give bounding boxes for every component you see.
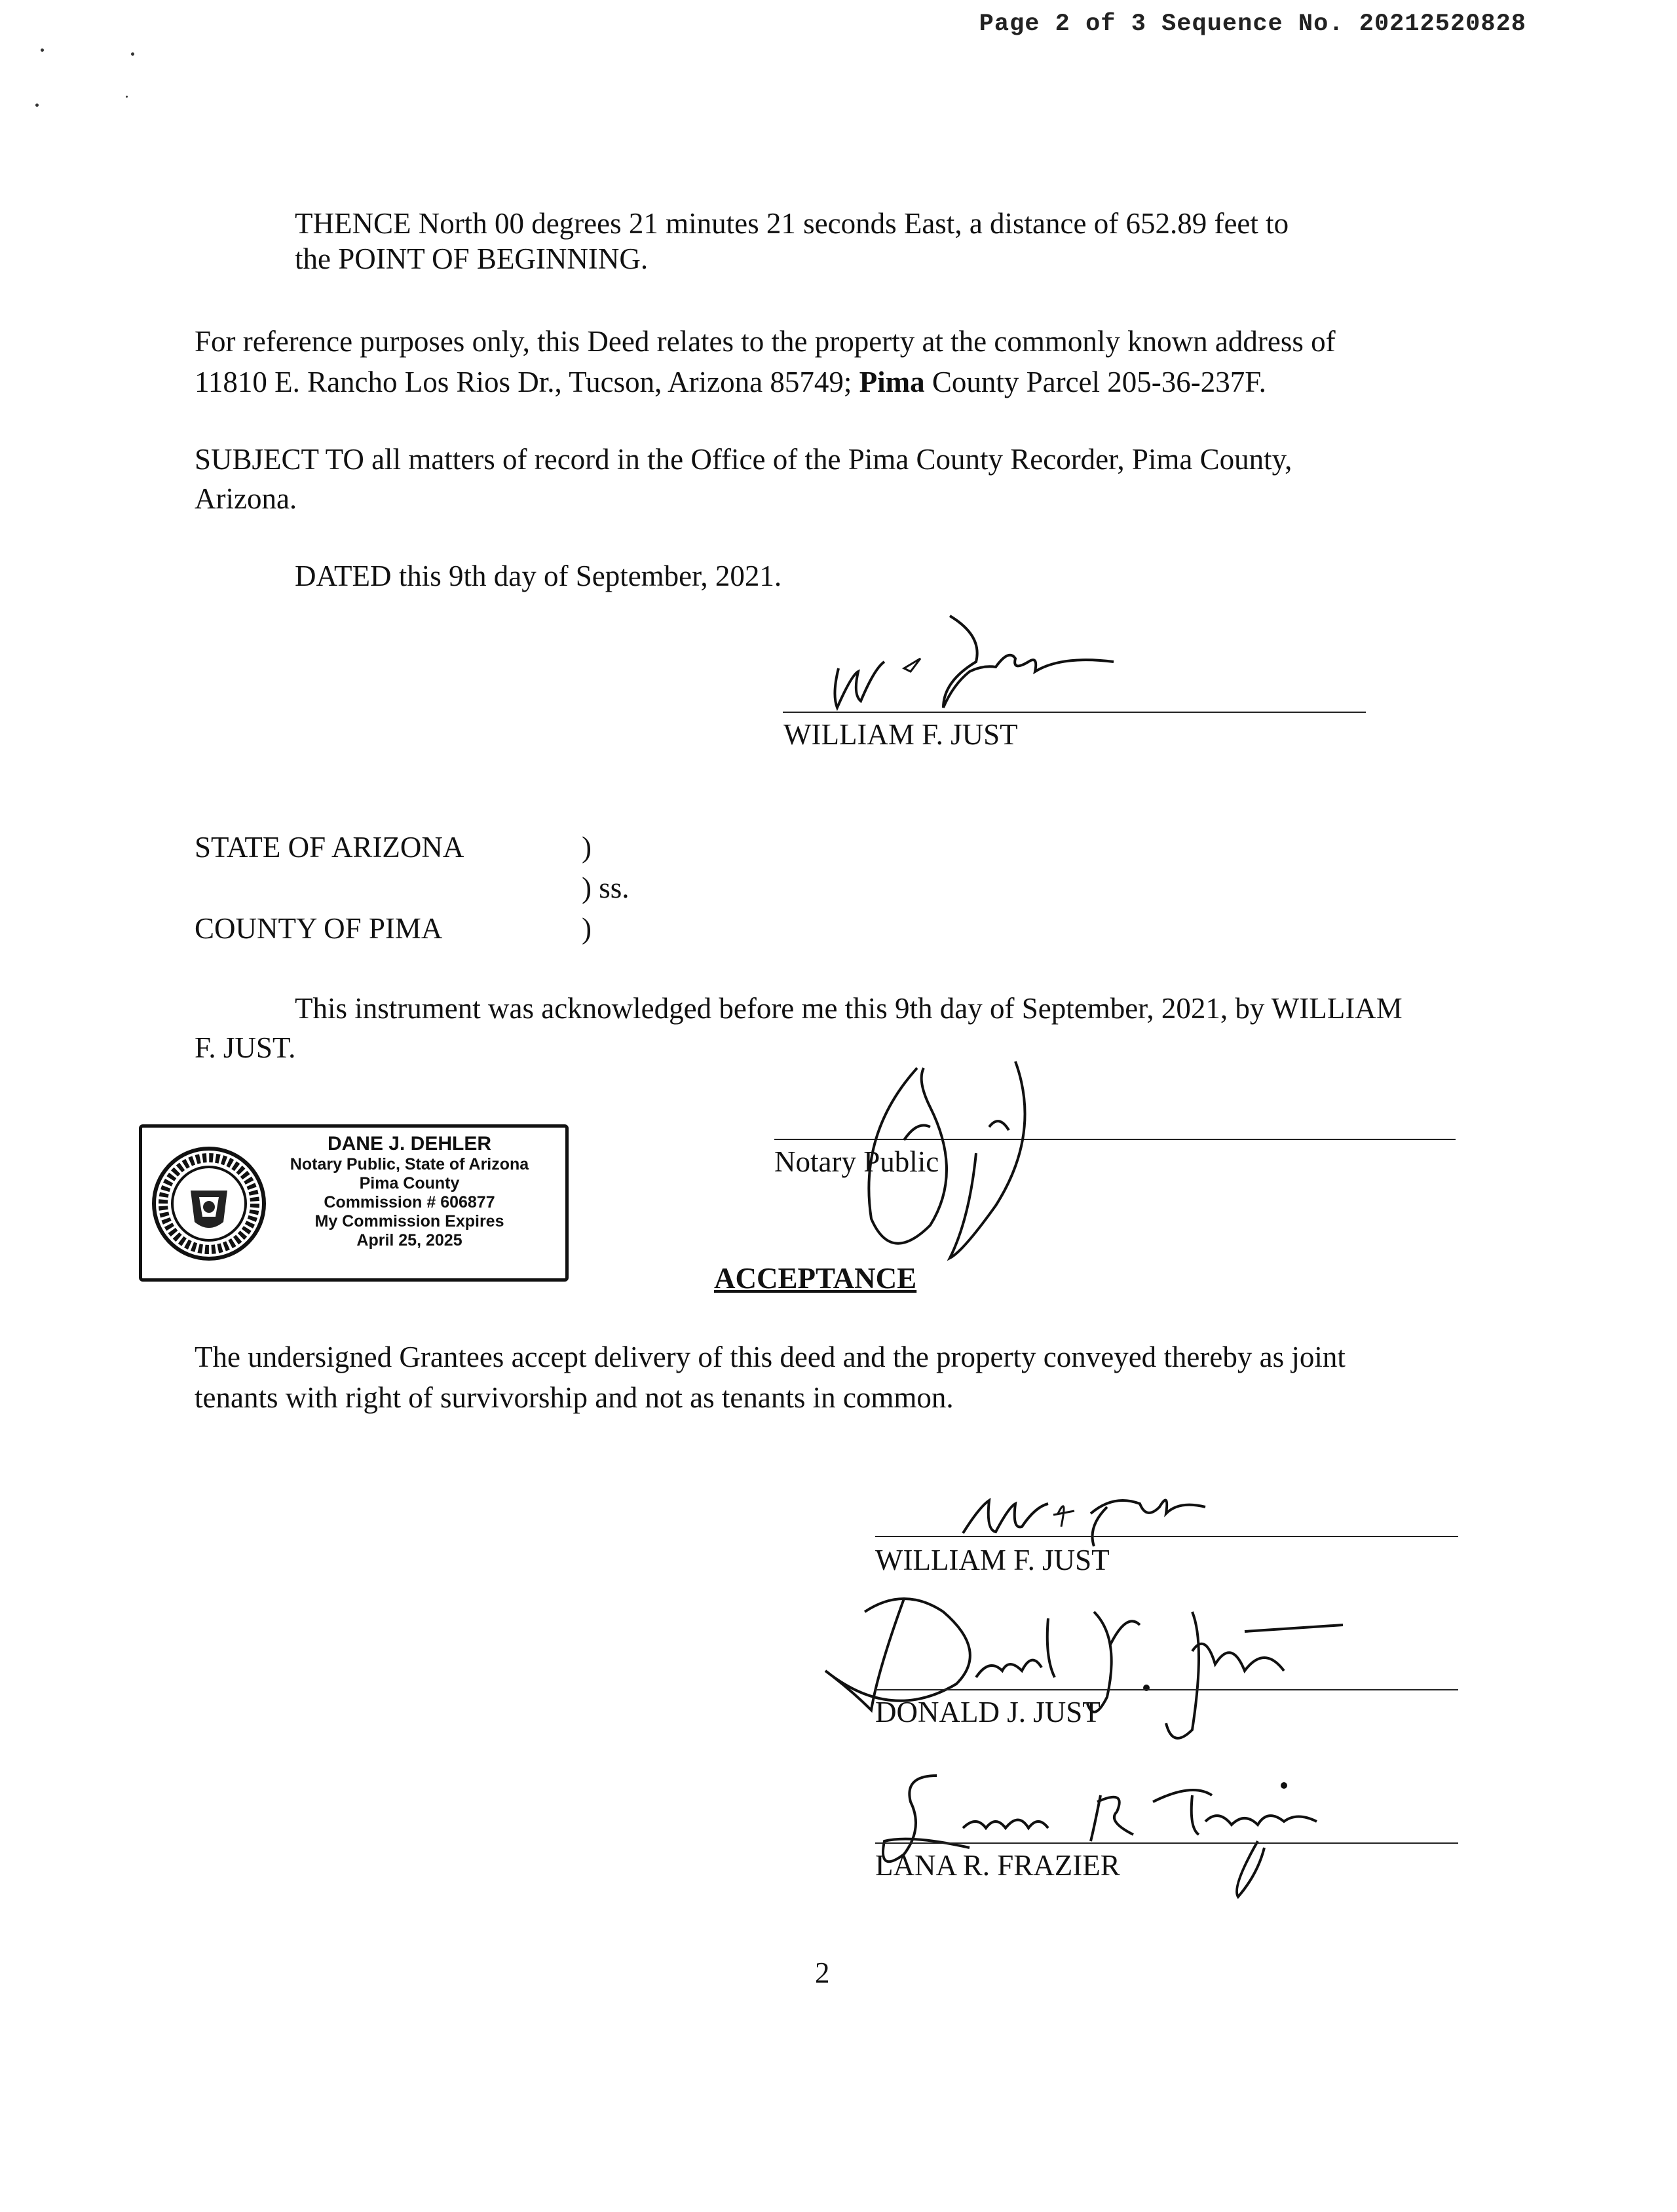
subject-line1-text: SUBJECT TO all matters of record in the Office of the Pima County Recorder, Pima County, [195,443,1292,476]
grantee-lana-name: LANA R. FRAZIER [875,1849,1120,1882]
reference-parcel: County Parcel 205-36-237F. [924,366,1266,398]
grantee-william-signature-line [875,1536,1458,1537]
subject-line1 [195,439,1463,480]
grantor-signature-line [783,712,1366,713]
page-number: 2 [815,1956,830,1989]
acceptance-line2: tenants with right of survivorship and not as tenants in common. [195,1381,954,1414]
venue-ss: ) ss. [582,871,630,904]
grantee-donald-signature-line [875,1689,1458,1690]
venue-state: STATE OF ARIZONA [195,831,464,864]
reference-county-bold: Pima [859,366,925,398]
reference-line2 [195,362,1266,402]
dated-line: DATED this 9th day of September, 2021. [295,560,782,592]
legal-thence-line1: THENCE North 00 degrees 21 minutes 21 seconds East, a distance of 652.89 feet to [295,207,1289,240]
acceptance-line1: The undersigned Grantees accept delivery of this deed and the property conveyed thereby as joint [195,1341,1346,1373]
acknowledgment-line2: F. JUST. [195,1031,296,1064]
venue-paren-close: ) [582,912,592,945]
grantor-signature [812,609,1153,724]
scan-speck [41,48,44,52]
subject-line2: Arizona. [195,482,297,515]
scan-speck [126,96,128,98]
venue-county: COUNTY OF PIMA [195,912,443,945]
stamp-commission: Commission # 606877 [324,1193,495,1211]
notary-public-label: Notary Public [774,1145,939,1178]
reference-address: 11810 E. Rancho Los Rios Dr., Tucson, Arizona 85749; [195,366,859,398]
stamp-county: Pima County [359,1174,460,1192]
stamp-title: Notary Public, State of Arizona [290,1155,529,1173]
acknowledgment-line1: This instrument was acknowledged before me this 9th day of September, 2021, by WILLIAM [295,992,1403,1025]
page-sequence-header: Page 2 of 3 Sequence No. 20212520828 [979,10,1526,38]
grantee-william-name: WILLIAM F. JUST [875,1544,1110,1576]
reference-line1: For reference purposes only, this Deed relates to the property at the commonly known address of [195,325,1336,358]
grantee-lana-signature [865,1756,1363,1910]
grantee-lana-signature-line [875,1842,1458,1844]
notary-signature [819,1055,1081,1274]
notary-stamp [139,1124,569,1282]
stamp-expires-label: My Commission Expires [314,1212,504,1230]
grantor-name: WILLIAM F. JUST [783,718,1018,751]
stamp-notary-name: DANE J. DEHLER [327,1133,492,1154]
stamp-expires-date: April 25, 2025 [356,1231,462,1249]
scan-speck [131,52,134,56]
scan-speck [35,104,39,107]
grantee-donald-name: DONALD J. JUST [875,1696,1101,1728]
acceptance-heading: ACCEPTANCE [714,1262,917,1295]
legal-thence-line2: the POINT OF BEGINNING. [295,242,649,275]
venue-paren-open: ) [582,831,592,864]
notary-seal-icon [150,1145,268,1263]
